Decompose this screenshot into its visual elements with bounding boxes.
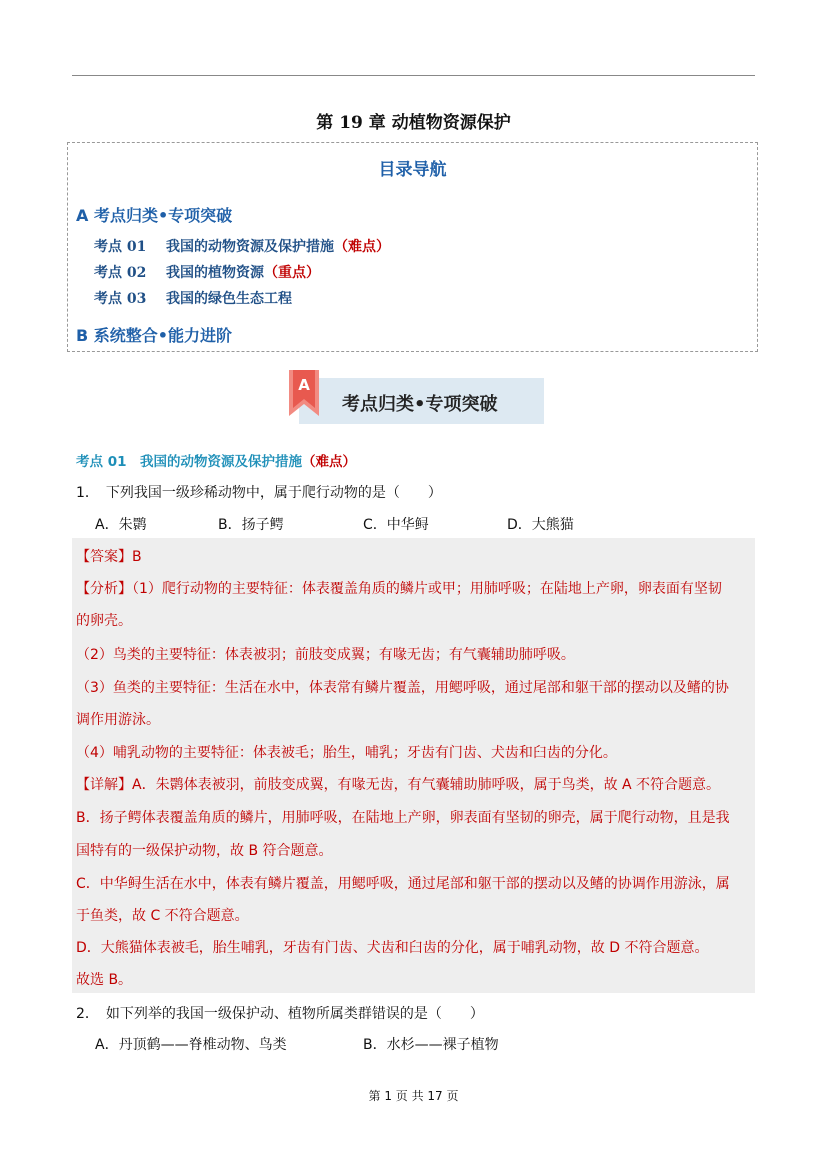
chapter-title: 第 19 章 动植物资源保护	[316, 113, 511, 133]
analysis-line: 【分析】（1）爬行动物的主要特征：体表覆盖角质的鳞片或甲；用肺呼吸；在陆地上产卵，卵表面有坚韧	[76, 581, 722, 597]
q2-option-a: A．丹顶鹤——脊椎动物、鸟类	[95, 1037, 287, 1053]
detail-line: 国特有的一级保护动物，故 B 符合题意。	[76, 843, 333, 859]
toc-section-b[interactable]: B 系统整合•能力进阶	[76, 326, 232, 345]
question-1-stem: 1． 下列我国一级珍稀动物中，属于爬行动物的是（ ）	[76, 485, 442, 501]
q1-option-b: B．扬子鳄	[218, 517, 284, 533]
toc-item-kp02[interactable]: 考点 02 我国的植物资源（重点）	[94, 265, 320, 281]
detail-line: 于鱼类，故 C 不符合题意。	[76, 908, 249, 924]
toc-item-kp03[interactable]: 考点 03 我国的绿色生态工程	[94, 291, 292, 307]
analysis-line: （4）哺乳动物的主要特征：体表被毛；胎生，哺乳；牙齿有门齿、犬齿和臼齿的分化。	[76, 745, 617, 761]
detail-line: C．中华鲟生活在水中，体表有鳞片覆盖，用鳃呼吸，通过尾部和躯干部的摆动以及鳍的协调作用游泳，属	[76, 876, 730, 892]
detail-line: B．扬子鳄体表覆盖角质的鳞片，用肺呼吸，在陆地上产卵，卵表面有坚韧的卵壳，属于爬行动物，且是我	[76, 810, 730, 826]
svg-text:A: A	[298, 376, 310, 394]
analysis-line: 的卵壳。	[76, 613, 132, 629]
toc-section-a[interactable]: A 考点归类•专项突破	[76, 206, 233, 225]
section-banner	[287, 368, 544, 426]
banner-text: 考点归类•专项突破	[342, 394, 498, 415]
header-rule	[72, 75, 755, 76]
question-2-stem: 2． 如下列举的我国一级保护动、植物所属类群错误的是（ ）	[76, 1006, 484, 1022]
q1-option-c: C．中华鲟	[363, 517, 429, 533]
answer-block	[72, 538, 755, 993]
toc-item-kp01[interactable]: 考点 01 我国的动物资源及保护措施（难点）	[94, 239, 390, 255]
toc-title: 目录导航	[378, 160, 447, 180]
q2-option-b: B．水杉——裸子植物	[363, 1037, 499, 1053]
page-footer: 第 1 页 共 17 页	[368, 1089, 459, 1103]
bookmark-flag-icon	[287, 368, 321, 418]
answer-line: 【答案】B	[76, 549, 142, 565]
q1-option-a: A．朱鹮	[95, 517, 147, 533]
toc-box	[67, 142, 758, 352]
q1-option-d: D．大熊猫	[507, 517, 574, 533]
detail-line: 【详解】A．朱鹮体表被羽，前肢变成翼，有喙无齿，有气囊辅助肺呼吸，属于鸟类，故 A 不符合题意。	[76, 777, 721, 793]
detail-line: D．大熊猫体表被毛，胎生哺乳，牙齿有门齿、犬齿和臼齿的分化，属于哺乳动物，故 D 不符合题意。	[76, 940, 709, 956]
kp01-heading: 考点 01 我国的动物资源及保护措施（难点）	[76, 454, 356, 470]
analysis-line: （3）鱼类的主要特征：生活在水中，体表常有鳞片覆盖，用鳃呼吸，通过尾部和躯干部的摆动以及鳍的协	[76, 680, 729, 696]
analysis-line: （2）鸟类的主要特征：体表被羽；前肢变成翼；有喙无齿；有气囊辅助肺呼吸。	[76, 647, 575, 663]
analysis-line: 调作用游泳。	[76, 712, 160, 728]
conclusion-line: 故选 B。	[76, 972, 133, 988]
